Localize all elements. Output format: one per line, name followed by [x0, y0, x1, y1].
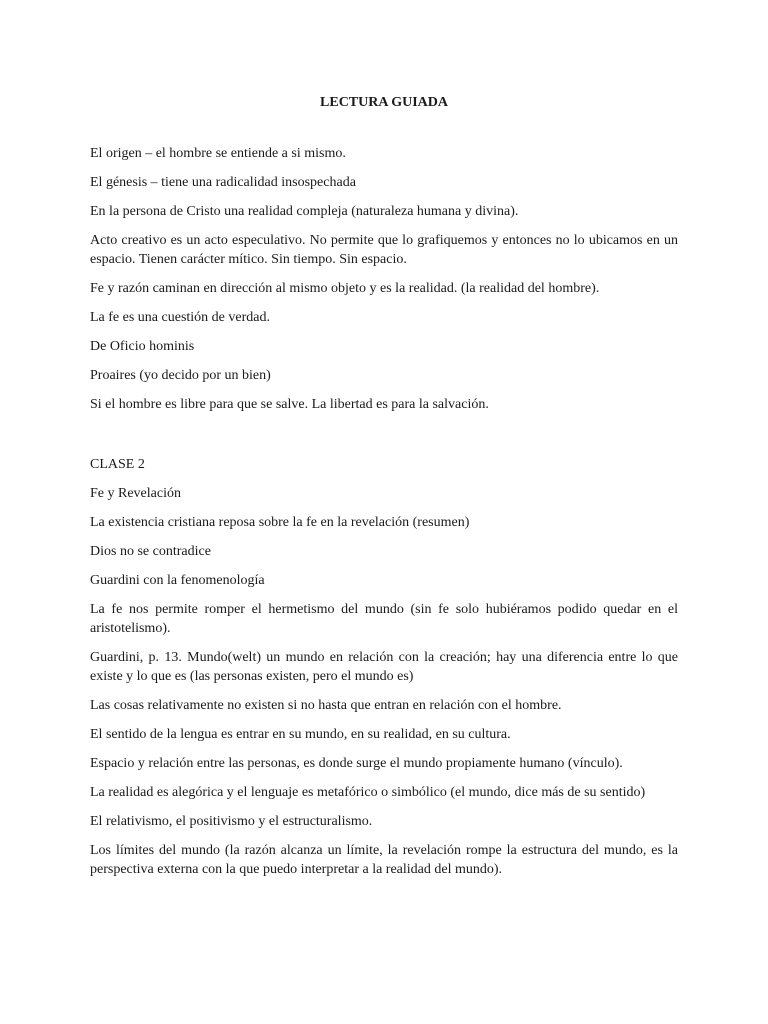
paragraph: En la persona de Cristo una realidad compleja (naturaleza humana y divina).	[90, 204, 519, 219]
paragraph: Acto creativo es un acto especulativo. No permite que lo grafiquemos y entonces no lo ubicamos en un espacio. Tienen carácter mítico. Sin tiempo. Sin espacio.	[90, 233, 678, 267]
paragraph: La realidad es alegórica y el lenguaje es metafórico o simbólico (el mundo, dice más de su sentido)	[90, 785, 646, 800]
paragraph: Si el hombre es libre para que se salve. La libertad es para la salvación.	[90, 397, 489, 412]
paragraph: Proaires (yo decido por un bien)	[90, 368, 271, 383]
paragraph: La fe nos permite romper el hermetismo del mundo (sin fe solo hubiéramos podido quedar en el aristotelismo).	[90, 602, 678, 636]
paragraph: Los límites del mundo (la razón alcanza un límite, la revelación rompe la estructura del mundo, es la perspectiva externa con la que puedo interpretar a la realidad del mundo).	[90, 843, 678, 877]
paragraph: La fe es una cuestión de verdad.	[90, 310, 270, 325]
section-intro	[90, 144, 678, 414]
section-heading: CLASE 2	[90, 457, 145, 472]
paragraph: El sentido de la lengua es entrar en su mundo, en su realidad, en su cultura.	[90, 727, 511, 742]
paragraph: Las cosas relativamente no existen si no hasta que entran en relación con el hombre.	[90, 698, 562, 713]
paragraph: Fe y Revelación	[90, 486, 181, 501]
paragraph: Fe y razón caminan en dirección al mismo objeto y es la realidad. (la realidad del hombre).	[90, 281, 600, 296]
section-clase-2	[90, 455, 678, 879]
paragraph: Espacio y relación entre las personas, es donde surge el mundo propiamente humano (vínculo).	[90, 756, 623, 771]
paragraph: De Oficio hominis	[90, 339, 195, 354]
paragraph: Guardini, p. 13. Mundo(welt) un mundo en relación con la creación; hay una diferencia entre lo que existe y lo que es (las personas existen, pero el mundo es)	[90, 650, 678, 684]
section-spacer	[90, 424, 678, 455]
paragraph: Dios no se contradice	[90, 544, 211, 559]
paragraph: La existencia cristiana reposa sobre la fe en la revelación (resumen)	[90, 515, 470, 530]
paragraph: El génesis – tiene una radicalidad insospechada	[90, 175, 356, 190]
paragraph: El relativismo, el positivismo y el estructuralismo.	[90, 814, 373, 829]
paragraph: Guardini con la fenomenología	[90, 573, 265, 588]
document-body	[90, 93, 678, 889]
paragraph: El origen – el hombre se entiende a si mismo.	[90, 146, 346, 161]
document-title: LECTURA GUIADA	[320, 95, 448, 110]
